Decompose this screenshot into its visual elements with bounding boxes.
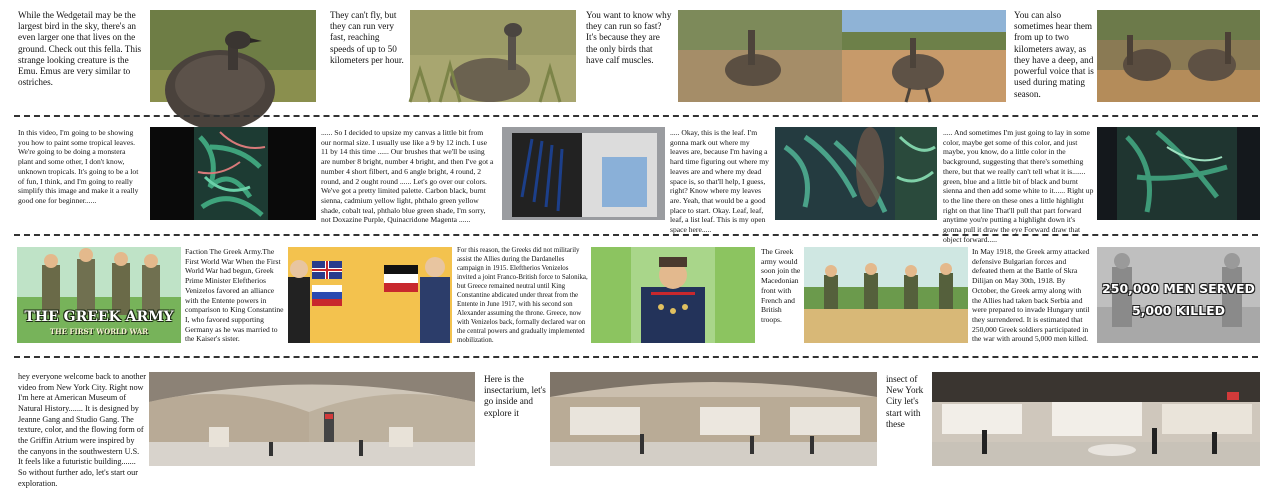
row-greek-army [0,240,1268,352]
greek-army-title: THE GREEK ARMY [24,309,174,325]
insectarium-entrance-image [550,372,877,466]
greek-army-subtitle: THE FIRST WORLD WAR [49,327,149,336]
caption-greek-1: Faction The Greek Army.The First World War When the First World War had begun, Greek Prime Minister Eleftherios Venizelos favored an alliance with the Entente powers in comparison to King Constantine I, who favored supporting Germany as he was married to the Kaiser's sister. [185,247,284,344]
emu-outback-image [678,10,1006,102]
caption-greek-2: For this reason, the Greeks did not militarily assist the Allies during the Dardanelles campaign in 1915. Eleftherios Venizelos invited a joint Franco-British force to Salonika, but Greece remained neutral until King Constantine abdicated under threat from the Entente in June 1917, with his second son Alexander assuming the throne. Greece, now with Venizelos back, formally declared war on the central powers and gradually implemented mobilization. [457,247,588,344]
brushes-palette-image [502,127,665,220]
caption-emu-4: You can also sometimes hear them from up to two kilometers away, as they have a deep, and powerful voice that is used during mating season. [1014,10,1094,99]
caption-museum-2: Here is the insectarium, let's go inside and explore it [484,374,546,418]
caption-museum-3: insect of New York City let's start with these [886,374,924,429]
caption-greek-3: The Greek army would soon join the Macedonian front with French and British troops. [761,247,801,325]
killed-label: 5,000 KILLED [1131,303,1226,318]
highlight-painting-image [1097,127,1260,220]
caption-greek-4: In May 1918, the Greek army attacked defensive Bulgarian forces and defeated them at the Battle of Skra Dilijan on May 30th, 1918. By October, the Greek army along with the Allies had taken back Serbia and were prepared to invade Hungary until they surrendered. It is estimated that 250,000 Greek soldiers participated in the war with around 5,000 men killed. [972,247,1090,344]
king-portrait-image [591,247,755,343]
row-emu [0,0,1268,110]
row-painting [0,120,1268,244]
caption-emu-3: You want to know why they can run so fast? It's because they are the only birds that have calf muscles. [586,10,672,65]
trench-battle-image [804,247,968,343]
caption-painting-4: ..... And sometimes I'm just going to lay in some color, maybe get some of this color, and just maybe, you know, do a little color in the background, suggesting that there's something there, but that we really can't tell what it is....... green, blue and a little bit of black and burnt sienna and then add some white to it...... Right up to the line there on these ones a little highlight right on that line That'll pull that part forward anytime you're putting a highlight down it's gonna pull it draw the eye Forward draw that object forward..... [943,128,1094,244]
painting-progress-image [775,127,937,220]
monstera-painting-image [150,127,316,220]
emu-grass-image [410,10,576,102]
griffin-atrium-image [149,372,475,466]
row-separator [14,234,1258,236]
emu-pair-image [1097,10,1260,102]
insect-gallery-image [932,372,1260,466]
caption-museum-1: hey everyone welcome back to another video from New York City. Right now I'm here at American Museum of Natural History....... It is designed by Jeanne Gang and Studio Gang. The texture, color, and the flowing form of the Griffin Atrium were inspired by the canyons in the southwestern U.S. It feels like a futuristic building....... So without further ado, let's start our exploration. [18,372,146,488]
row-museum [0,362,1268,488]
caption-painting-1: In this video, I'm going to be showing you how to paint some tropical leaves. We're going to be doing a monstera plant and some other, I don't know, unknown tropicals. It's going to be a lot of fun, I think, and I'm going to really simplify this image and make it a really good one for beginner...... [18,128,139,206]
men-served-label: 250,000 MEN SERVED [1102,281,1255,296]
emu-closeup-image [150,10,316,102]
greek-stats-card [1097,247,1260,343]
caption-emu-1: While the Wedgetail may be the largest bird in the sky, there's an even larger one that lives on the ground. Check out this fella. This strange looking creature is the Emu. Emus are very similar to ostriches. [18,10,142,88]
greek-army-title-card [17,247,181,343]
leaders-flags-image [288,247,452,343]
row-separator [14,115,1258,117]
caption-painting-3: ..... Okay, this is the leaf. I'm gonna mark out where my leaves are, because I'm having a hard time figuring out where my leaves are and where my dead space is, so that'll help, I guess, right? Know where my leaves are. Yeah, that would be a good place to start. Okay. Leaf, leaf, leaf, a list leaf. This is my open space here..... [670,128,769,235]
caption-painting-2: ...... So I decided to upsize my canvas a little bit from our normal size. I usually use like a 9 by 12 inch. I use 11 by 14 this time ...... Our brushes that we'll be using are number 8 bright, number 4 bright, and then I've got a number 4 short filbert, and 6 angle bright, 4 round, 2 round, and 2 ought round ...... Let's go over our colors. We've got a pretty limited palette. Carbon black, burnt sienna, cadmium yellow light, phthalo green yellow shade, cobalt teal, phthalo blue green shade, I'm sorry, not Doxazine Purple, Quinacridone Magenta ...... [321,128,494,225]
row-separator [14,356,1258,358]
caption-emu-2: They can't fly, but they can run very fast, reaching speeds of up to 50 kilometers per hour. [330,10,404,65]
